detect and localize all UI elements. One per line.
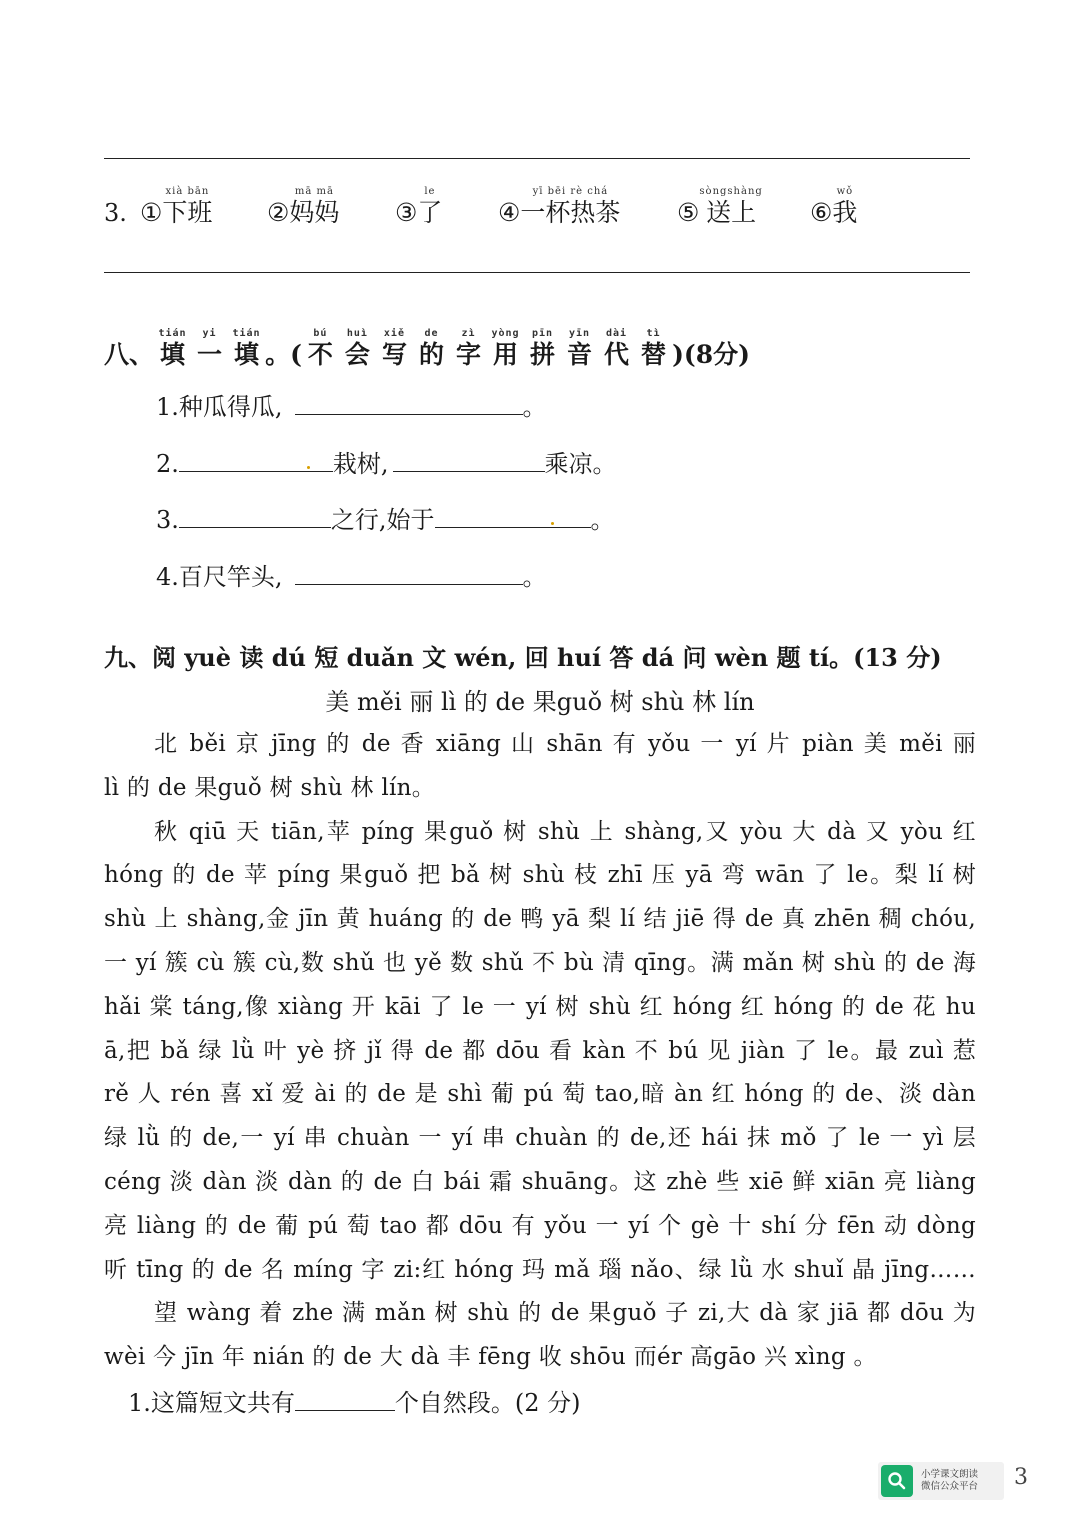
passage-line: rě 人 rén 喜 xǐ 爱 ài 的 de 是 shì 葡 pú 萄 tao,暗 àn 红 hóng 的 de、淡 dàn — [104, 1081, 976, 1108]
fill-blank-2a[interactable] — [179, 447, 333, 472]
fill-blank-4[interactable] — [295, 560, 523, 585]
passage-line: 北 běi 京 jīng 的 de 香 xiāng 山 shān 有 yǒu 一 yí 片 piàn 美 měi 丽 — [154, 731, 976, 757]
hanzi-text: 填 — [160, 340, 186, 369]
wechat-badge — [878, 1462, 1004, 1500]
fill-item-2: 2. 栽树, 乘凉。 — [156, 447, 617, 480]
pinyin-word — [191, 328, 228, 370]
fill-item-1: 1.种瓜得瓜, 。 — [156, 390, 547, 423]
passage-line: 望 wàng 着 zhe 满 mǎn 树 shù 的 de 果guǒ 子 zi,大 dà 家 jiā 都 dōu 为 — [154, 1300, 976, 1327]
section-9-heading: 九、阅 yuè 读 dú 短 duǎn 文 wén, 回 huí 答 dá 问 wèn 题 tí。(13 分) — [104, 643, 942, 672]
hanzi-text: 用 — [492, 340, 518, 369]
pinyin-word — [289, 186, 339, 228]
hanzi-text: 了 — [417, 198, 443, 227]
hanzi-text: 一 — [197, 340, 223, 369]
pinyin-word — [339, 328, 376, 370]
hanzi-text: 下班 — [162, 198, 213, 227]
pinyin-word — [302, 328, 339, 370]
passage-line: wèi 今 jīn 年 nián 的 de 大 dà 丰 fēng 收 shōu 而ér 高gāo 兴 xìng 。 — [104, 1344, 877, 1371]
pinyin-text: le — [424, 186, 436, 197]
pinyin-word — [832, 186, 857, 228]
pinyin-word — [417, 186, 442, 228]
hanzi-text: 我 — [832, 198, 858, 227]
pinyin-word — [598, 328, 635, 370]
q3-row — [104, 184, 974, 228]
pinyin-text: yī bēi rè chá — [532, 186, 609, 197]
section-8-heading: 八、 tián 填 yi 一 tián 填 。( bú 不 huì 会 xiě 写 de 的 zì 字 yòng 用 pīn 拼 yīn 音 dài 代 tì 替 )(8分) — [104, 328, 750, 369]
q3-number: 3. — [104, 199, 127, 227]
passage-line: lì 的 de 果guǒ 树 shù 林 lín。 — [104, 774, 436, 801]
page-number: 3 — [1014, 1465, 1028, 1490]
passage-line: 亮 liàng 的 de 葡 pú 萄 tao 都 dōu 有 yǒu 一 yí 个 gè 十 shí 分 fēn 动 dòng — [104, 1212, 976, 1239]
passage-title: 美 měi 丽 lì 的 de 果guǒ 树 shù 林 lín — [325, 688, 755, 716]
search-icon — [881, 1465, 913, 1497]
q3-item-3: ③ le 了 — [395, 186, 443, 227]
q3-item-4: ④ yī bēi rè chá 一杯热茶 — [498, 186, 621, 227]
hanzi-text: 会 — [344, 340, 370, 369]
passage-line: shù 上 shàng,金 jīn 黄 huáng 的 de 鸭 yā 梨 lí 结 jiē 得 de 真 zhēn 稠 chóu, — [104, 906, 976, 933]
pinyin-text: dài — [606, 328, 628, 339]
passage-line: 绿 lǜ 的 de,一 yí 串 chuàn 一 yí 串 chuàn 的 de,还 hái 抹 mǒ 了 le 一 yì 层 — [104, 1125, 976, 1152]
pinyin-text: tì — [646, 328, 661, 339]
q3-item-1: ① xià bān 下班 — [140, 186, 213, 227]
pinyin-word — [162, 186, 212, 228]
pinyin-text: huì — [346, 328, 368, 339]
hanzi-text: 妈妈 — [289, 198, 340, 227]
pinyin-word — [561, 328, 598, 370]
passage-line: hǎi 棠 táng,像 xiàng 开 kāi 了 le 一 yí 树 shù 红 hóng 红 hóng 的 de 花 hu — [104, 993, 976, 1020]
fill-blank-3b[interactable] — [435, 503, 591, 528]
pinyin-word — [524, 328, 561, 370]
pinyin-text: yīn — [568, 328, 591, 339]
passage-line: 一 yí 簇 cù 簇 cù,数 shǔ 也 yě 数 shǔ 不 bù 清 qīng。满 mǎn 树 shù 的 de 海 — [104, 949, 976, 976]
q1-blank[interactable] — [295, 1386, 395, 1411]
badge-line-2: 微信公众平台 — [921, 1481, 979, 1492]
hanzi-text: 的 — [418, 340, 444, 369]
pinyin-text: mā mā — [294, 186, 334, 197]
hanzi-text: 一杯热茶 — [520, 198, 621, 227]
q3-item-5: ⑤ sòngshàng 送上 — [677, 186, 763, 227]
hanzi-text: 拼 — [530, 340, 556, 369]
pinyin-word — [376, 328, 413, 370]
pinyin-text: tián — [158, 328, 187, 339]
pinyin-text: wǒ — [836, 186, 854, 197]
pinyin-word — [228, 328, 265, 370]
pinyin-word — [154, 328, 191, 370]
fill-blank-1[interactable] — [295, 390, 523, 415]
answer-line-top — [104, 158, 970, 159]
badge-line-1: 小学课文朗读 — [921, 1469, 979, 1480]
hanzi-text: 填 — [234, 340, 260, 369]
hanzi-text: 替 — [641, 340, 667, 369]
pinyin-word — [487, 328, 524, 370]
pinyin-text: yi — [202, 328, 217, 339]
fill-blank-2b[interactable] — [393, 447, 545, 472]
hanzi-text: 音 — [567, 340, 593, 369]
pinyin-text: bú — [313, 328, 328, 339]
pinyin-text: yòng — [491, 328, 520, 339]
pinyin-text: de — [424, 328, 439, 339]
passage-line: ā,把 bǎ 绿 lǜ 叶 yè 挤 jǐ 得 de 都 dōu 看 kàn 不 bú 见 jiàn 了 le。最 zuì 惹 — [104, 1037, 976, 1064]
pinyin-word — [413, 328, 450, 370]
pinyin-text: pīn — [531, 328, 554, 339]
q3-item-2: ② mā mā 妈妈 — [267, 186, 340, 227]
passage-line: céng 淡 dàn 淡 dàn 的 de 白 bái 霜 shuāng。这 zhè 些 xiē 鲜 xiān 亮 liàng — [104, 1168, 976, 1195]
pinyin-text: sòngshàng — [699, 186, 763, 197]
pinyin-text: xiě — [383, 328, 405, 339]
passage-line: hóng 的 de 苹 píng 果guǒ 把 bǎ 树 shù 枝 zhī 压 yā 弯 wān 了 le。梨 lí 树 — [104, 862, 976, 889]
question-1: 1.这篇短文共有 个自然段。(2 分) — [128, 1386, 581, 1419]
passage-line: 秋 qiū 天 tiān,苹 píng 果guǒ 树 shù 上 shàng,又 yòu 大 dà 又 yòu 红 — [154, 818, 976, 845]
fill-blank-3a[interactable] — [179, 503, 331, 528]
pinyin-word — [450, 328, 487, 370]
hanzi-text: 写 — [381, 340, 407, 369]
pinyin-text: tián — [232, 328, 261, 339]
hanzi-text: 不 — [307, 340, 333, 369]
pinyin-word — [699, 186, 762, 228]
fill-item-4: 4.百尺竿头, 。 — [156, 560, 547, 593]
hanzi-text: 送上 — [706, 198, 757, 227]
pinyin-text: xià bān — [165, 186, 210, 197]
pinyin-word — [635, 328, 672, 370]
hanzi-text: 代 — [604, 340, 630, 369]
pinyin-text: zì — [461, 328, 476, 339]
passage-line: 听 tīng 的 de 名 míng 字 zi:红 hóng 玛 mǎ 瑙 nǎo、绿 lǜ 水 shuǐ 晶 jīng…… — [104, 1256, 976, 1283]
q3-item-6: ⑥ wǒ 我 — [810, 186, 858, 227]
pinyin-word — [520, 186, 620, 228]
fill-item-3: 3. 之行,始于 。 — [156, 503, 615, 536]
answer-line-q3 — [104, 272, 970, 273]
passage — [104, 723, 976, 1380]
hanzi-text: 字 — [455, 340, 481, 369]
